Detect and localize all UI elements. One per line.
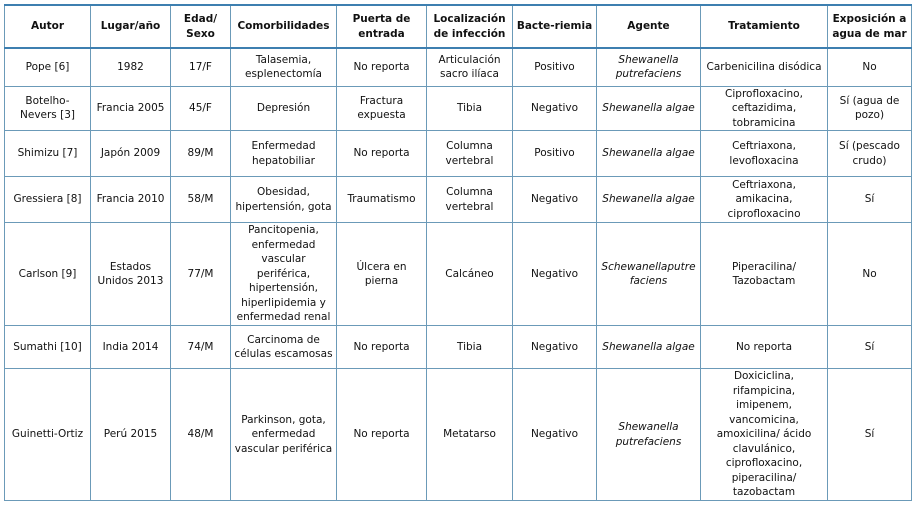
cell-tratamiento: Doxiciclina, rifampicina, imipenem, vancomicina, amoxicilina/ ácido clavulánico, ciprofloxacino, piperacilina/ tazobactam <box>701 369 828 501</box>
cell-comorbilidades: Enfermedad hepatobiliar <box>231 131 337 177</box>
cell-agente: Schewanellaputre faciens <box>597 223 701 326</box>
cell-lugar-ano: 1982 <box>91 48 171 86</box>
cell-exposicion: Sí (agua de pozo) <box>828 86 912 131</box>
header-localizacion: Localización de infección <box>427 5 513 48</box>
cell-localizacion: Calcáneo <box>427 223 513 326</box>
header-comorbilidades: Comorbilidades <box>231 5 337 48</box>
cell-puerta-entrada: No reporta <box>337 326 427 369</box>
cell-tratamiento: Ceftriaxona, levofloxacina <box>701 131 828 177</box>
cell-autor: Sumathi [10] <box>5 326 91 369</box>
header-lugar-ano: Lugar/año <box>91 5 171 48</box>
cell-lugar-ano: Japón 2009 <box>91 131 171 177</box>
cell-localizacion: Metatarso <box>427 369 513 501</box>
cell-localizacion: Columna vertebral <box>427 177 513 223</box>
cell-puerta-entrada: No reporta <box>337 48 427 86</box>
cell-tratamiento: Piperacilina/ Tazobactam <box>701 223 828 326</box>
cell-bacteriemia: Positivo <box>513 48 597 86</box>
cell-puerta-entrada: Fractura expuesta <box>337 86 427 131</box>
cell-tratamiento: Ciprofloxacino, ceftazidima, tobramicina <box>701 86 828 131</box>
cell-autor: Carlson [9] <box>5 223 91 326</box>
cell-comorbilidades: Pancitopenia, enfermedad vascular periférica, hipertensión, hiperlipidemia y enfermedad renal <box>231 223 337 326</box>
cell-agente: Shewanella algae <box>597 326 701 369</box>
cell-exposicion: Sí <box>828 177 912 223</box>
cell-localizacion: Columna vertebral <box>427 131 513 177</box>
cell-bacteriemia: Negativo <box>513 177 597 223</box>
header-exposicion: Exposición a agua de mar <box>828 5 912 48</box>
header-edad-sexo: Edad/ Sexo <box>171 5 231 48</box>
cell-bacteriemia: Negativo <box>513 326 597 369</box>
cell-tratamiento: Ceftriaxona, amikacina, ciprofloxacino <box>701 177 828 223</box>
table-row <box>5 326 912 369</box>
cell-localizacion: Articulación sacro ilíaca <box>427 48 513 86</box>
cell-bacteriemia: Negativo <box>513 86 597 131</box>
cell-lugar-ano: Estados Unidos 2013 <box>91 223 171 326</box>
table-row <box>5 223 912 326</box>
cell-tratamiento: Carbenicilina disódica <box>701 48 828 86</box>
cell-edad-sexo: 58/M <box>171 177 231 223</box>
cell-comorbilidades: Obesidad, hipertensión, gota <box>231 177 337 223</box>
header-autor: Autor <box>5 5 91 48</box>
cell-comorbilidades: Carcinoma de células escamosas <box>231 326 337 369</box>
cell-edad-sexo: 74/M <box>171 326 231 369</box>
cell-lugar-ano: India 2014 <box>91 326 171 369</box>
cell-exposicion: Sí <box>828 326 912 369</box>
cell-autor: Gressiera [8] <box>5 177 91 223</box>
cell-puerta-entrada: Úlcera en pierna <box>337 223 427 326</box>
cell-edad-sexo: 45/F <box>171 86 231 131</box>
cell-comorbilidades: Parkinson, gota, enfermedad vascular periférica <box>231 369 337 501</box>
cell-bacteriemia: Negativo <box>513 369 597 501</box>
cell-puerta-entrada: No reporta <box>337 131 427 177</box>
cell-exposicion: No <box>828 48 912 86</box>
cell-lugar-ano: Perú 2015 <box>91 369 171 501</box>
table-row <box>5 177 912 223</box>
cell-exposicion: Sí (pescado crudo) <box>828 131 912 177</box>
header-bacteriemia: Bacte-riemia <box>513 5 597 48</box>
table-container <box>4 4 912 501</box>
cell-bacteriemia: Negativo <box>513 223 597 326</box>
table-row <box>5 86 912 131</box>
cell-autor: Pope [6] <box>5 48 91 86</box>
cell-agente: Shewanella putrefaciens <box>597 369 701 501</box>
header-row <box>5 5 912 48</box>
cell-agente: Shewanella algae <box>597 86 701 131</box>
cell-comorbilidades: Depresión <box>231 86 337 131</box>
cell-agente: Shewanella algae <box>597 131 701 177</box>
cell-exposicion: Sí <box>828 369 912 501</box>
header-tratamiento: Tratamiento <box>701 5 828 48</box>
cell-edad-sexo: 17/F <box>171 48 231 86</box>
cell-edad-sexo: 89/M <box>171 131 231 177</box>
cell-localizacion: Tibia <box>427 86 513 131</box>
cell-agente: Shewanella putrefaciens <box>597 48 701 86</box>
case-reports-table <box>4 4 912 501</box>
cell-comorbilidades: Talasemia, esplenectomía <box>231 48 337 86</box>
cell-puerta-entrada: Traumatismo <box>337 177 427 223</box>
cell-lugar-ano: Francia 2005 <box>91 86 171 131</box>
cell-autor: Botelho-Nevers [3] <box>5 86 91 131</box>
cell-edad-sexo: 77/M <box>171 223 231 326</box>
cell-tratamiento: No reporta <box>701 326 828 369</box>
cell-puerta-entrada: No reporta <box>337 369 427 501</box>
cell-localizacion: Tibia <box>427 326 513 369</box>
cell-autor: Shimizu [7] <box>5 131 91 177</box>
cell-edad-sexo: 48/M <box>171 369 231 501</box>
header-puerta-entrada: Puerta de entrada <box>337 5 427 48</box>
cell-autor: Guinetti-Ortiz <box>5 369 91 501</box>
cell-bacteriemia: Positivo <box>513 131 597 177</box>
cell-lugar-ano: Francia 2010 <box>91 177 171 223</box>
table-row <box>5 369 912 501</box>
cell-agente: Shewanella algae <box>597 177 701 223</box>
header-agente: Agente <box>597 5 701 48</box>
table-row <box>5 48 912 86</box>
table-row <box>5 131 912 177</box>
cell-exposicion: No <box>828 223 912 326</box>
